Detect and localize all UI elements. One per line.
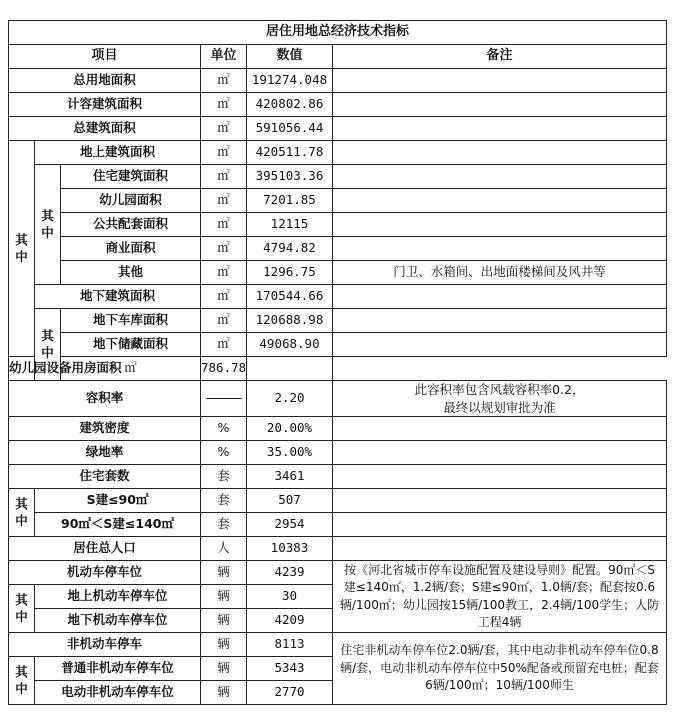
row-unit: ㎡ <box>201 285 247 309</box>
row-label: 建筑密度 <box>9 417 201 441</box>
table-row <box>9 537 667 561</box>
row-value: 4794.82 <box>247 237 333 261</box>
table-row <box>9 381 667 417</box>
row-label: 绿地率 <box>9 441 201 465</box>
row-value: 2770 <box>247 681 333 705</box>
table-row <box>9 561 667 585</box>
table-row <box>9 633 667 657</box>
row-remark <box>333 309 667 333</box>
row-label: 机动车停车位 <box>9 561 201 585</box>
row-unit: 套 <box>201 465 247 489</box>
row-label: 地上机动车停车位 <box>35 585 201 609</box>
row-label: 计容建筑面积 <box>9 93 201 117</box>
remark-line: 最终以规划审批为准 <box>443 399 556 415</box>
row-label: 地下储藏面积 <box>61 333 201 357</box>
row-unit: ㎡ <box>201 189 247 213</box>
row-value: 395103.36 <box>247 165 333 189</box>
row-value: 30 <box>247 585 333 609</box>
row-value: 420511.78 <box>247 141 333 165</box>
header-item: 项目 <box>9 45 201 69</box>
row-remark <box>333 213 667 237</box>
row-value: 786.78 <box>201 357 247 381</box>
nonmotor-parking-remark: 住宅非机动车停车位2.0辆/套，其中电动非机动车停车位0.8辆/套，电动非机动车停车位中50%配备或预留充电桩；配套6辆/100㎡；10辆/100师生 <box>333 633 667 705</box>
row-unit: 辆 <box>201 633 247 657</box>
group-label-motor <box>9 585 35 633</box>
group-label-text: 其中 <box>15 232 28 264</box>
row-unit: ㎡ <box>201 213 247 237</box>
group-label-text: 其中 <box>41 328 54 360</box>
row-label: 地上建筑面积 <box>35 141 201 165</box>
row-unit: ㎡ <box>201 165 247 189</box>
group-label-text: 其中 <box>15 592 28 624</box>
table-row <box>9 261 667 285</box>
row-label: 公共配套面积 <box>61 213 201 237</box>
table-row <box>9 141 667 165</box>
table-row <box>9 513 667 537</box>
row-unit-dash <box>201 381 247 417</box>
row-value: 420802.86 <box>247 93 333 117</box>
row-label: 总建筑面积 <box>9 117 201 141</box>
row-value: 20.00% <box>247 417 333 441</box>
row-remark <box>333 141 667 165</box>
table-row <box>9 213 667 237</box>
row-value: 3461 <box>247 465 333 489</box>
row-remark <box>333 189 667 213</box>
row-value: 1296.75 <box>247 261 333 285</box>
table-row <box>9 69 667 93</box>
row-remark <box>333 465 667 489</box>
table-row <box>9 465 667 489</box>
row-unit: ㎡ <box>61 357 201 381</box>
row-remark <box>333 333 667 357</box>
row-unit: ㎡ <box>201 261 247 285</box>
row-remark <box>247 357 333 381</box>
row-unit: ㎡ <box>201 93 247 117</box>
row-remark <box>333 441 667 465</box>
row-label: 电动非机动车停车位 <box>35 681 201 705</box>
row-value: 591056.44 <box>247 117 333 141</box>
table-row <box>9 93 667 117</box>
group-label-nonmotor <box>9 657 35 705</box>
group-label-text: 其中 <box>41 208 54 240</box>
row-remark <box>333 237 667 261</box>
row-unit: ㎡ <box>201 117 247 141</box>
row-unit: % <box>201 441 247 465</box>
row-value: 49068.90 <box>247 333 333 357</box>
row-remark <box>333 285 667 309</box>
row-label: 地下建筑面积 <box>35 285 201 309</box>
row-value: 10383 <box>247 537 333 561</box>
row-remark: 门卫、水箱间、出地面楼梯间及风井等 <box>333 261 667 285</box>
row-label: 幼儿园面积 <box>61 189 201 213</box>
row-value: 35.00% <box>247 441 333 465</box>
economic-indicators-table <box>8 20 667 705</box>
table-row <box>9 417 667 441</box>
row-unit: 辆 <box>201 585 247 609</box>
row-value: 4209 <box>247 609 333 633</box>
row-remark <box>333 165 667 189</box>
header-unit: 单位 <box>201 45 247 69</box>
row-value: 2954 <box>247 513 333 537</box>
row-label: 幼儿园设备用房面积 <box>9 357 35 381</box>
row-label: 90㎡＜S建≤140㎡ <box>35 513 201 537</box>
row-unit: 人 <box>201 537 247 561</box>
row-label: 地下机动车停车位 <box>35 609 201 633</box>
row-label: 居住总人口 <box>9 537 201 561</box>
motor-parking-remark: 按《河北省城市停车设施配置及建设导则》配置。90㎡＜S建≤140㎡，1.2辆/套；S建≤90㎡，1.0辆/套；配套按0.6辆/100㎡；幼儿园按15辆/100教工，2.4辆/100学生；人防工程4辆 <box>333 561 667 633</box>
row-remark <box>333 537 667 561</box>
row-label: S建≤90㎡ <box>35 489 201 513</box>
row-value: 5343 <box>247 657 333 681</box>
row-label: 其他 <box>61 261 201 285</box>
remark-line: 此容积率包含风载容积率0.2， <box>414 382 585 397</box>
row-unit: 辆 <box>201 657 247 681</box>
row-label: 商业面积 <box>61 237 201 261</box>
row-value: 4239 <box>247 561 333 585</box>
row-unit: % <box>201 417 247 441</box>
row-unit: 套 <box>201 489 247 513</box>
row-value: 191274.048 <box>247 69 333 93</box>
table-row <box>9 285 667 309</box>
group-label-building <box>9 141 35 357</box>
header-value: 数值 <box>247 45 333 69</box>
row-label: 总用地面积 <box>9 69 201 93</box>
table-row <box>9 165 667 189</box>
row-unit: 辆 <box>201 609 247 633</box>
row-unit: ㎡ <box>201 69 247 93</box>
row-unit: 辆 <box>201 561 247 585</box>
table-row <box>9 441 667 465</box>
row-value: 12115 <box>247 213 333 237</box>
table-row <box>9 117 667 141</box>
row-label: 普通非机动车停车位 <box>35 657 201 681</box>
row-remark <box>333 513 667 537</box>
table-title: 居住用地总经济技术指标 <box>9 21 667 45</box>
group-label-units <box>9 489 35 537</box>
table-row <box>9 357 667 381</box>
row-value: 7201.85 <box>247 189 333 213</box>
row-value: 2.20 <box>247 381 333 417</box>
row-value: 507 <box>247 489 333 513</box>
row-remark <box>333 93 667 117</box>
subgroup-label-above <box>35 165 61 285</box>
group-label-text: 其中 <box>15 496 28 528</box>
row-unit: 套 <box>201 513 247 537</box>
row-label: 住宅套数 <box>9 465 201 489</box>
group-label-text: 其中 <box>15 664 28 696</box>
table-row <box>9 333 667 357</box>
table-row <box>9 309 667 333</box>
row-value: 170544.66 <box>247 285 333 309</box>
row-remark <box>333 489 667 513</box>
table-row <box>9 237 667 261</box>
row-unit: 辆 <box>201 681 247 705</box>
table-row <box>9 189 667 213</box>
row-remark <box>333 69 667 93</box>
row-value: 120688.98 <box>247 309 333 333</box>
row-unit: ㎡ <box>201 333 247 357</box>
row-remark <box>333 417 667 441</box>
row-remark <box>333 381 667 417</box>
row-value: 8113 <box>247 633 333 657</box>
row-unit: ㎡ <box>201 309 247 333</box>
row-label: 非机动车停车 <box>9 633 201 657</box>
row-unit: ㎡ <box>201 237 247 261</box>
row-remark <box>333 117 667 141</box>
row-label: 住宅建筑面积 <box>61 165 201 189</box>
table-row <box>9 489 667 513</box>
row-label: 地下车库面积 <box>61 309 201 333</box>
row-label: 容积率 <box>9 381 201 417</box>
row-unit: ㎡ <box>201 141 247 165</box>
header-remark: 备注 <box>333 45 667 69</box>
